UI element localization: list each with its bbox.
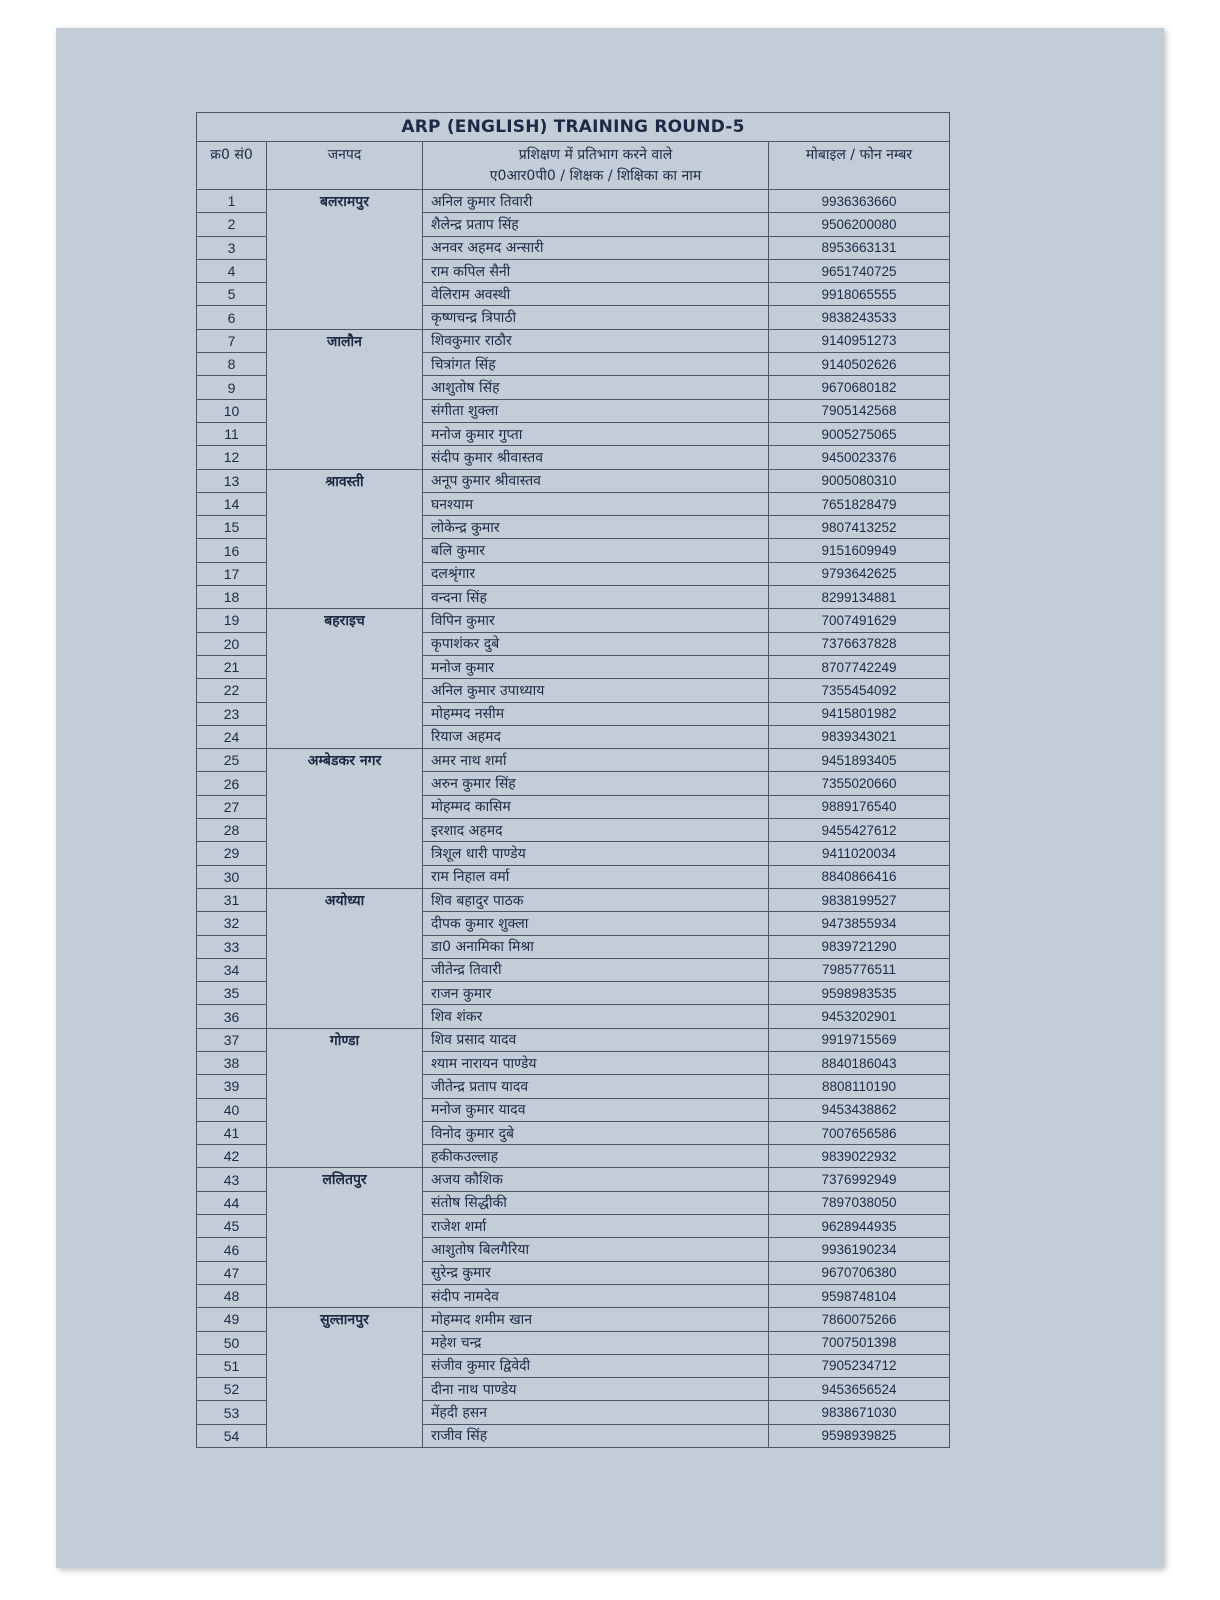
participant-name-cell: कृष्णचन्द्र त्रिपाठी: [423, 306, 769, 329]
serial-number-cell: 17: [197, 562, 267, 585]
phone-number-cell: 9793642625: [769, 562, 950, 585]
phone-number-cell: 9506200080: [769, 213, 950, 236]
serial-number-cell: 20: [197, 632, 267, 655]
serial-number-cell: 33: [197, 935, 267, 958]
phone-number-cell: 9598748104: [769, 1284, 950, 1307]
table-header-row: [197, 142, 950, 190]
header-serial: क्र0 सं0: [197, 142, 267, 190]
phone-number-cell: 9936190234: [769, 1238, 950, 1261]
phone-number-cell: 9651740725: [769, 259, 950, 282]
phone-number-cell: 9415801982: [769, 702, 950, 725]
serial-number-cell: 15: [197, 516, 267, 539]
phone-number-cell: 9838243533: [769, 306, 950, 329]
phone-number-cell: 9839721290: [769, 935, 950, 958]
phone-number-cell: 9453438862: [769, 1098, 950, 1121]
participant-name-cell: वेलिराम अवस्थी: [423, 283, 769, 306]
header-name: [423, 142, 769, 190]
phone-number-cell: 9839343021: [769, 725, 950, 748]
serial-number-cell: 53: [197, 1401, 267, 1424]
participant-name-cell: अनवर अहमद अन्सारी: [423, 236, 769, 259]
phone-number-cell: 8840186043: [769, 1051, 950, 1074]
phone-number-cell: 7376992949: [769, 1168, 950, 1191]
serial-number-cell: 38: [197, 1051, 267, 1074]
participant-name-cell: शिव बहादुर पाठक: [423, 888, 769, 911]
serial-number-cell: 22: [197, 679, 267, 702]
participant-name-cell: महेश चन्द्र: [423, 1331, 769, 1354]
participant-name-cell: हकीकउल्लाह: [423, 1145, 769, 1168]
phone-number-cell: 7905234712: [769, 1354, 950, 1377]
participant-name-cell: दीपक कुमार शुक्ला: [423, 912, 769, 935]
participant-name-cell: राम निहाल वर्मा: [423, 865, 769, 888]
serial-number-cell: 29: [197, 842, 267, 865]
serial-number-cell: 10: [197, 399, 267, 422]
serial-number-cell: 31: [197, 888, 267, 911]
serial-number-cell: 18: [197, 586, 267, 609]
participant-name-cell: घनश्याम: [423, 492, 769, 515]
participant-name-cell: अरुन कुमार सिंह: [423, 772, 769, 795]
serial-number-cell: 7: [197, 329, 267, 352]
phone-number-cell: 7355454092: [769, 679, 950, 702]
participant-name-cell: श्याम नारायन पाण्डेय: [423, 1051, 769, 1074]
table-row: [197, 329, 950, 352]
phone-number-cell: 7897038050: [769, 1191, 950, 1214]
phone-number-cell: 9807413252: [769, 516, 950, 539]
phone-number-cell: 7905142568: [769, 399, 950, 422]
table-row: [197, 1028, 950, 1051]
participant-name-cell: कृपाशंकर दुबे: [423, 632, 769, 655]
serial-number-cell: 34: [197, 958, 267, 981]
serial-number-cell: 47: [197, 1261, 267, 1284]
serial-number-cell: 3: [197, 236, 267, 259]
phone-number-cell: 9919715569: [769, 1028, 950, 1051]
phone-number-cell: 9411020034: [769, 842, 950, 865]
phone-number-cell: 9936363660: [769, 190, 950, 213]
phone-number-cell: 9670706380: [769, 1261, 950, 1284]
serial-number-cell: 50: [197, 1331, 267, 1354]
participant-name-cell: आशुतोष बिलगैरिया: [423, 1238, 769, 1261]
serial-number-cell: 30: [197, 865, 267, 888]
phone-number-cell: 9838671030: [769, 1401, 950, 1424]
participant-name-cell: अजय कौशिक: [423, 1168, 769, 1191]
serial-number-cell: 44: [197, 1191, 267, 1214]
serial-number-cell: 39: [197, 1075, 267, 1098]
participant-name-cell: मोहम्मद कासिम: [423, 795, 769, 818]
district-cell: जालौन: [267, 329, 423, 469]
phone-number-cell: 8840866416: [769, 865, 950, 888]
phone-number-cell: 8953663131: [769, 236, 950, 259]
phone-number-cell: 9453202901: [769, 1005, 950, 1028]
serial-number-cell: 12: [197, 446, 267, 469]
participant-name-cell: विपिन कुमार: [423, 609, 769, 632]
phone-number-cell: 8707742249: [769, 655, 950, 678]
phone-number-cell: 9005275065: [769, 422, 950, 445]
serial-number-cell: 2: [197, 213, 267, 236]
serial-number-cell: 32: [197, 912, 267, 935]
phone-number-cell: 9151609949: [769, 539, 950, 562]
phone-number-cell: 9598983535: [769, 982, 950, 1005]
serial-number-cell: 6: [197, 306, 267, 329]
serial-number-cell: 25: [197, 749, 267, 772]
participant-name-cell: दलश्रृंगार: [423, 562, 769, 585]
participant-name-cell: राम कपिल सैनी: [423, 259, 769, 282]
phone-number-cell: 7007656586: [769, 1121, 950, 1144]
serial-number-cell: 16: [197, 539, 267, 562]
participant-name-cell: शिव शंकर: [423, 1005, 769, 1028]
participant-name-cell: जीतेन्द्र प्रताप यादव: [423, 1075, 769, 1098]
participant-name-cell: वन्दना सिंह: [423, 586, 769, 609]
serial-number-cell: 9: [197, 376, 267, 399]
participant-name-cell: बलि कुमार: [423, 539, 769, 562]
participant-name-cell: विनोद कुमार दुबे: [423, 1121, 769, 1144]
serial-number-cell: 4: [197, 259, 267, 282]
table-row: [197, 469, 950, 492]
participant-name-cell: दीना नाथ पाण्डेय: [423, 1378, 769, 1401]
participant-name-cell: मोहम्मद शमीम खान: [423, 1308, 769, 1331]
participant-name-cell: रियाज अहमद: [423, 725, 769, 748]
participant-name-cell: मनोज कुमार: [423, 655, 769, 678]
participant-name-cell: राजीव सिंह: [423, 1424, 769, 1447]
serial-number-cell: 51: [197, 1354, 267, 1377]
phone-number-cell: 9918065555: [769, 283, 950, 306]
phone-number-cell: 9451893405: [769, 749, 950, 772]
phone-number-cell: 7985776511: [769, 958, 950, 981]
serial-number-cell: 24: [197, 725, 267, 748]
participant-name-cell: अनिल कुमार उपाध्याय: [423, 679, 769, 702]
participant-name-cell: आशुतोष सिंह: [423, 376, 769, 399]
phone-number-cell: 7007491629: [769, 609, 950, 632]
serial-number-cell: 8: [197, 353, 267, 376]
district-cell: अयोध्या: [267, 888, 423, 1028]
participant-name-cell: चित्रांगत सिंह: [423, 353, 769, 376]
serial-number-cell: 43: [197, 1168, 267, 1191]
participant-name-cell: संदीप कुमार श्रीवास्तव: [423, 446, 769, 469]
table-row: [197, 1308, 950, 1331]
table-row: [197, 888, 950, 911]
serial-number-cell: 36: [197, 1005, 267, 1028]
participant-name-cell: मनोज कुमार गुप्ता: [423, 422, 769, 445]
serial-number-cell: 49: [197, 1308, 267, 1331]
table-row: [197, 609, 950, 632]
district-cell: श्रावस्ती: [267, 469, 423, 609]
participant-name-cell: इरशाद अहमद: [423, 819, 769, 842]
phone-number-cell: 9140502626: [769, 353, 950, 376]
participant-name-cell: मेंहदी हसन: [423, 1401, 769, 1424]
table-row: [197, 1168, 950, 1191]
header-name-line2: ए0आर0पी0 / शिक्षक / शिक्षिका का नाम: [489, 168, 702, 184]
district-cell: गोण्डा: [267, 1028, 423, 1168]
table-body: [197, 190, 950, 1448]
phone-number-cell: 7007501398: [769, 1331, 950, 1354]
serial-number-cell: 45: [197, 1215, 267, 1238]
participant-name-cell: संतोष सिद्धीकी: [423, 1191, 769, 1214]
phone-number-cell: 9839022932: [769, 1145, 950, 1168]
phone-number-cell: 9670680182: [769, 376, 950, 399]
district-cell: बलरामपुर: [267, 190, 423, 330]
header-district: जनपद: [267, 142, 423, 190]
serial-number-cell: 1: [197, 190, 267, 213]
phone-number-cell: 7651828479: [769, 492, 950, 515]
serial-number-cell: 19: [197, 609, 267, 632]
participant-name-cell: लोकेन्द्र कुमार: [423, 516, 769, 539]
district-cell: सुल्तानपुर: [267, 1308, 423, 1448]
phone-number-cell: 9455427612: [769, 819, 950, 842]
serial-number-cell: 23: [197, 702, 267, 725]
serial-number-cell: 21: [197, 655, 267, 678]
serial-number-cell: 5: [197, 283, 267, 306]
header-phone: मोबाइल / फोन नम्बर: [769, 142, 950, 190]
phone-number-cell: 9889176540: [769, 795, 950, 818]
participant-name-cell: सुरेन्द्र कुमार: [423, 1261, 769, 1284]
serial-number-cell: 37: [197, 1028, 267, 1051]
serial-number-cell: 11: [197, 422, 267, 445]
participant-name-cell: राजेश शर्मा: [423, 1215, 769, 1238]
document-sheet: [196, 112, 949, 1448]
phone-number-cell: 9450023376: [769, 446, 950, 469]
participant-name-cell: संगीता शुक्ला: [423, 399, 769, 422]
participant-name-cell: शैलेन्द्र प्रताप सिंह: [423, 213, 769, 236]
participant-name-cell: अमर नाथ शर्मा: [423, 749, 769, 772]
phone-number-cell: 7860075266: [769, 1308, 950, 1331]
serial-number-cell: 41: [197, 1121, 267, 1144]
participant-name-cell: अनिल कुमार तिवारी: [423, 190, 769, 213]
serial-number-cell: 28: [197, 819, 267, 842]
table-row: [197, 749, 950, 772]
serial-number-cell: 54: [197, 1424, 267, 1447]
header-name-line1: प्रशिक्षण में प्रतिभाग करने वाले: [518, 147, 673, 163]
phone-number-cell: 9598939825: [769, 1424, 950, 1447]
participant-name-cell: शिवकुमार राठौर: [423, 329, 769, 352]
district-cell: अम्बेडकर नगर: [267, 749, 423, 889]
serial-number-cell: 14: [197, 492, 267, 515]
phone-number-cell: 7355020660: [769, 772, 950, 795]
serial-number-cell: 13: [197, 469, 267, 492]
document-title: ARP (ENGLISH) TRAINING ROUND-5: [197, 113, 950, 142]
phone-number-cell: 9838199527: [769, 888, 950, 911]
phone-number-cell: 9140951273: [769, 329, 950, 352]
serial-number-cell: 46: [197, 1238, 267, 1261]
serial-number-cell: 26: [197, 772, 267, 795]
serial-number-cell: 52: [197, 1378, 267, 1401]
phone-number-cell: 9005080310: [769, 469, 950, 492]
phone-number-cell: 9628944935: [769, 1215, 950, 1238]
phone-number-cell: 8299134881: [769, 586, 950, 609]
serial-number-cell: 40: [197, 1098, 267, 1121]
participant-name-cell: संदीप नामदेव: [423, 1284, 769, 1307]
district-cell: बहराइच: [267, 609, 423, 749]
participant-name-cell: त्रिशूल धारी पाण्डेय: [423, 842, 769, 865]
participant-name-cell: अनूप कुमार श्रीवास्तव: [423, 469, 769, 492]
participant-name-cell: मनोज कुमार यादव: [423, 1098, 769, 1121]
phone-number-cell: 9453656524: [769, 1378, 950, 1401]
participant-name-cell: संजीव कुमार द्विवेदी: [423, 1354, 769, 1377]
participant-name-cell: राजन कुमार: [423, 982, 769, 1005]
participants-table: [196, 112, 950, 1448]
phone-number-cell: 8808110190: [769, 1075, 950, 1098]
participant-name-cell: शिव प्रसाद यादव: [423, 1028, 769, 1051]
serial-number-cell: 27: [197, 795, 267, 818]
table-row: [197, 190, 950, 213]
serial-number-cell: 42: [197, 1145, 267, 1168]
district-cell: ललितपुर: [267, 1168, 423, 1308]
participant-name-cell: मोहम्मद नसीम: [423, 702, 769, 725]
serial-number-cell: 35: [197, 982, 267, 1005]
participant-name-cell: जीतेन्द्र तिवारी: [423, 958, 769, 981]
phone-number-cell: 7376637828: [769, 632, 950, 655]
participant-name-cell: डा0 अनामिका मिश्रा: [423, 935, 769, 958]
serial-number-cell: 48: [197, 1284, 267, 1307]
phone-number-cell: 9473855934: [769, 912, 950, 935]
